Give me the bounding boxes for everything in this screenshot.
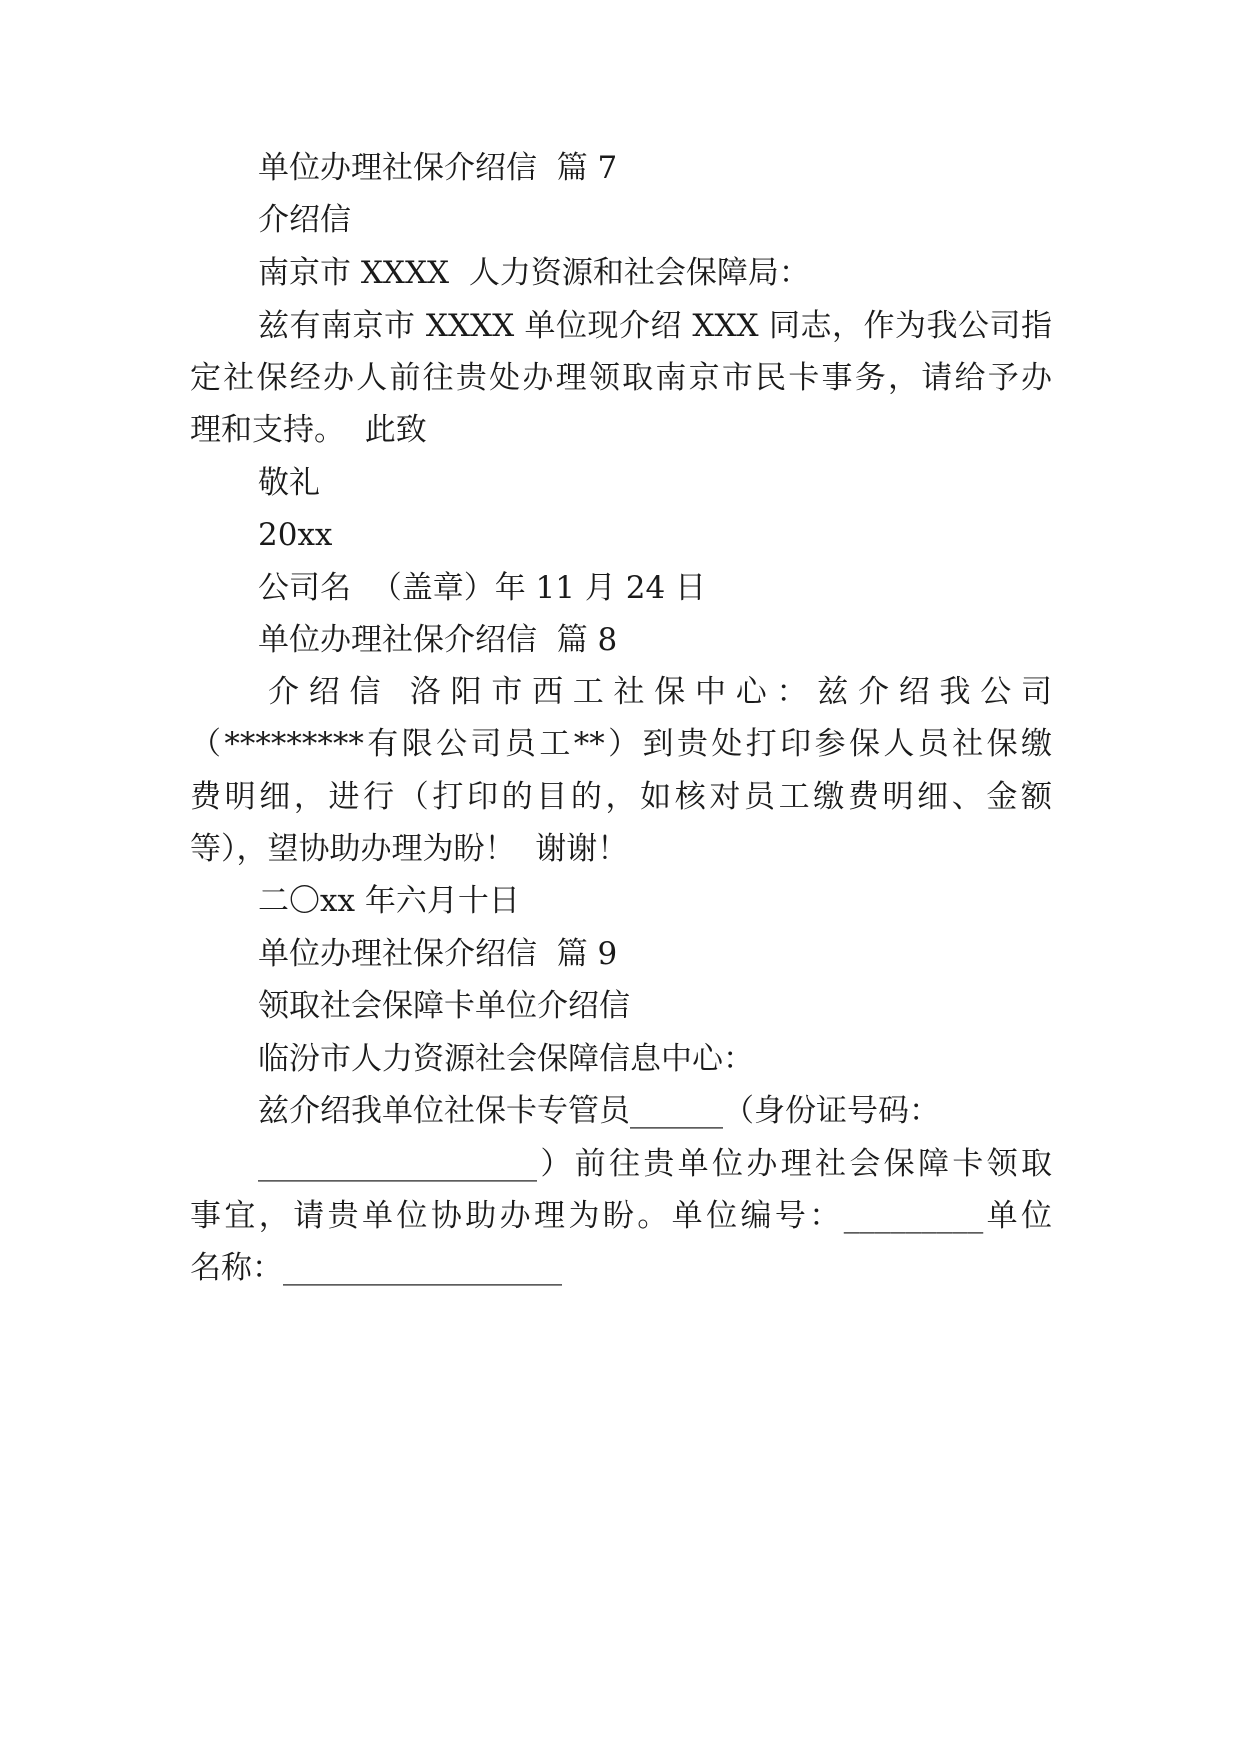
section-7-addressee: 南京市 XXXX 人力资源和社会保障局：	[258, 255, 810, 291]
section-9-body-line-2: __________________）前往贵单位办理社会保障卡领取	[258, 1146, 1052, 1182]
section-9-addressee: 临汾市人力资源社会保障信息中心：	[258, 1041, 754, 1077]
section-8-body-line-2: （*********有限公司员工**）到贵处打印参保人员社保缴	[190, 726, 1052, 762]
section-8-body-line-1: 介绍信 洛阳市西工社保中心：兹介绍我公司	[268, 674, 1052, 710]
section-7-body-line-2: 定社保经办人前往贵处办理领取南京市民卡事务，请给予办	[190, 360, 1052, 396]
section-7-closing: 敬礼	[258, 465, 320, 501]
section-9-title: 领取社会保障卡单位介绍信	[258, 988, 630, 1024]
section-9-body-line-4: 名称：__________________	[190, 1250, 562, 1286]
section-7-heading: 单位办理社保介绍信 篇 7	[258, 150, 618, 186]
section-9-body-line-3: 事宜，请贵单位协助办理为盼。单位编号：_________单位	[190, 1198, 1052, 1234]
section-9-body-line-1: 兹介绍我单位社保卡专管员______（身份证号码：	[258, 1093, 940, 1129]
section-7-signature: 公司名 （盖章）年 11 月 24 日	[258, 570, 707, 606]
section-7-body-line-1: 兹有南京市 XXXX 单位现介绍 XXX 同志，作为我公司指	[258, 308, 1052, 344]
section-8-heading: 单位办理社保介绍信 篇 8	[258, 622, 618, 658]
section-7-year: 20xx	[258, 517, 333, 553]
section-9-heading: 单位办理社保介绍信 篇 9	[258, 936, 618, 972]
section-7-body-line-3: 理和支持。 此致	[190, 412, 427, 448]
section-8-date: 二〇xx 年六月十日	[258, 883, 520, 919]
section-7-title: 介绍信	[258, 202, 351, 238]
section-8-body-line-3: 费明细，进行（打印的目的，如核对员工缴费明细、金额	[190, 779, 1052, 815]
section-8-body-line-4: 等），望协助办理为盼！ 谢谢！	[190, 831, 629, 867]
